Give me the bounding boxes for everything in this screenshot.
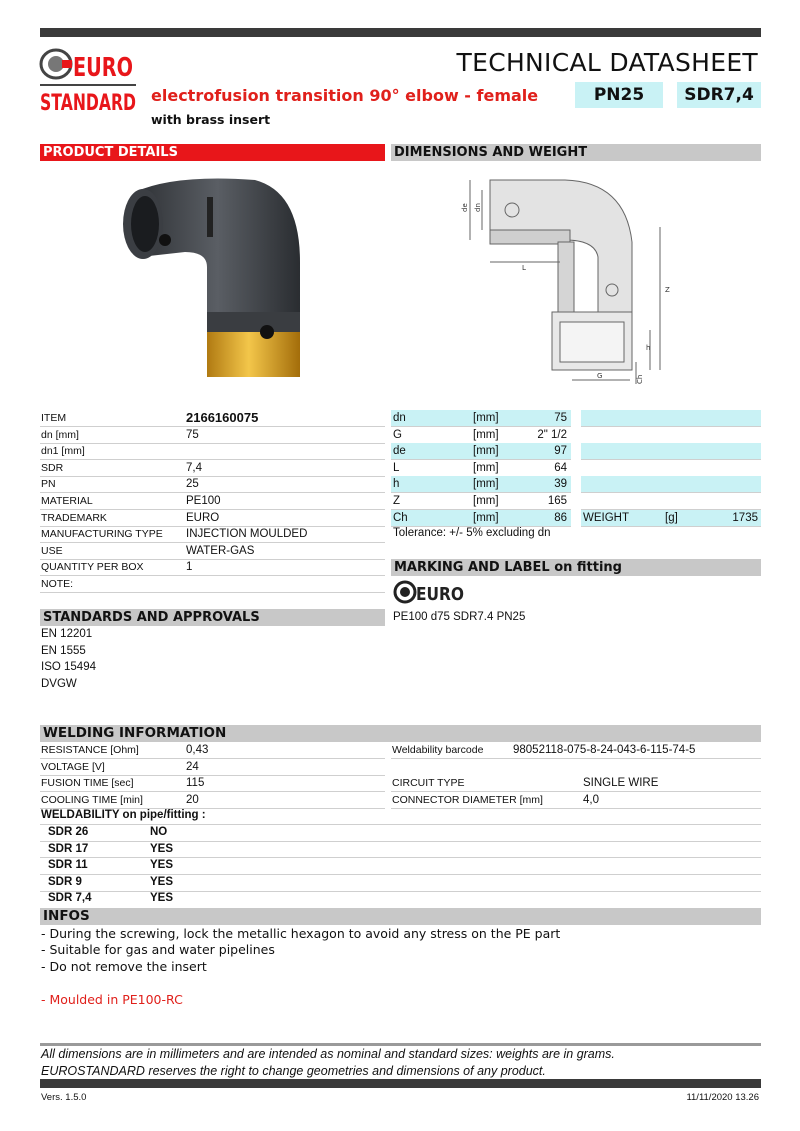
dim-label-de: de [461, 203, 469, 212]
infos-header: INFOS [40, 908, 761, 925]
standard-item: EN 1555 [41, 645, 86, 657]
welding-row: FUSION TIME [sec] 115 [40, 775, 385, 792]
version: Vers. 1.5.0 [41, 1092, 87, 1103]
weight-spacer-row [581, 443, 761, 460]
detail-key: dn [mm] [41, 429, 79, 441]
weldability-sdr: SDR 17 [48, 843, 89, 855]
weldability-value: NO [150, 826, 168, 838]
product-detail-row [40, 427, 385, 444]
dimension-key: Ch [393, 512, 408, 524]
dimension-value: 75 [554, 412, 567, 424]
weldability-value: YES [150, 843, 174, 855]
standards-header: STANDARDS AND APPROVALS [40, 609, 385, 626]
weight-row [581, 510, 761, 527]
detail-key: dn1 [mm] [41, 445, 85, 457]
weldability-title: WELDABILITY on pipe/fitting : [41, 809, 206, 821]
dimension-value: 97 [554, 445, 567, 457]
detail-value: WATER-GAS [186, 545, 255, 557]
detail-value: 2166160075 [186, 410, 259, 425]
weight-spacer-row [581, 476, 761, 493]
dimensions-header: DIMENSIONS AND WEIGHT [391, 144, 761, 161]
weight-spacer-row [581, 427, 761, 444]
sdr-badge: SDR7,4 [677, 82, 761, 108]
detail-key: ITEM [41, 412, 67, 424]
print-date: 11/11/2020 13.26 [686, 1092, 759, 1103]
dim-label-z: Z [665, 286, 670, 294]
dimension-row [391, 493, 571, 510]
info-line: - During the screwing, lock the metallic hexagon to avoid any stress on the PE part [41, 926, 561, 941]
standard-item: EN 12201 [41, 628, 93, 640]
welding-row: COOLING TIME [min] 20 [40, 792, 385, 809]
dimension-value: 39 [554, 478, 567, 490]
svg-text:EURO: EURO [73, 53, 133, 83]
euro-marking-logo [394, 580, 466, 604]
weldability-sdr: SDR 9 [48, 876, 82, 888]
dimension-unit: [mm] [473, 445, 499, 457]
product-detail-row [40, 410, 385, 427]
dimension-key: L [393, 462, 400, 474]
divider [40, 891, 761, 892]
dim-label-dn: dn [474, 203, 482, 212]
product-subtitle: with brass insert [151, 112, 271, 127]
welding-row: VOLTAGE [V] 24 [40, 759, 385, 776]
detail-key: QUANTITY PER BOX [41, 561, 144, 573]
dimension-row [391, 476, 571, 493]
detail-value: 75 [186, 429, 199, 441]
product-detail-row [40, 443, 385, 460]
detail-key: TRADEMARK [41, 512, 107, 524]
detail-value: EURO [186, 512, 220, 524]
footer-note-1: All dimensions are in millimeters and are intended as nominal and standard sizes: weights are in grams. [41, 1047, 615, 1061]
detail-key: MANUFACTURING TYPE [41, 528, 163, 540]
weight-value: 1735 [732, 512, 758, 524]
dimension-unit: [mm] [473, 412, 499, 424]
product-detail-row [40, 526, 385, 543]
product-detail-row [40, 460, 385, 477]
product-detail-row [40, 493, 385, 510]
eurostandard-logo [40, 46, 136, 116]
dimension-unit: [mm] [473, 429, 499, 441]
weight-spacer-row [581, 493, 761, 510]
page-title: TECHNICAL DATASHEET [456, 48, 758, 77]
bottom-bar [40, 1079, 761, 1088]
welding-spacer-row [391, 759, 761, 776]
dim-label-h: h [646, 344, 651, 352]
divider [40, 824, 761, 825]
weight-spacer-row [581, 410, 761, 427]
footer-note-2: EUROSTANDARD reserves the right to change geometries and dimensions of any product. [41, 1064, 546, 1078]
dimension-value: 64 [554, 462, 567, 474]
weldability-sdr: SDR 11 [48, 859, 88, 871]
dimension-value: 86 [554, 512, 567, 524]
welding-row: RESISTANCE [Ohm] 0,43 [40, 742, 385, 759]
detail-value: 7,4 [186, 462, 202, 474]
connector-row: CONNECTOR DIAMETER [mm] 4,0 [391, 792, 761, 809]
dimension-key: h [393, 478, 400, 490]
dimension-unit: [mm] [473, 512, 499, 524]
dimension-unit: [mm] [473, 495, 499, 507]
pn-badge: PN25 [575, 82, 663, 108]
weight-spacer-row [581, 460, 761, 477]
detail-key: PN [41, 478, 56, 490]
dimension-row [391, 443, 571, 460]
svg-text:EURO: EURO [416, 584, 464, 605]
detail-key: USE [41, 545, 63, 557]
weight-unit: [g] [665, 512, 678, 524]
detail-value: 1 [186, 561, 193, 573]
product-photo [115, 172, 315, 382]
dim-label-ch: Ch [636, 374, 644, 384]
footer-divider [40, 1043, 761, 1046]
dimension-unit: [mm] [473, 462, 499, 474]
detail-key: SDR [41, 462, 64, 474]
marking-label: PE100 d75 SDR7.4 PN25 [393, 611, 526, 623]
detail-key: NOTE: [41, 578, 74, 590]
weldability-value: YES [150, 892, 174, 904]
dimension-row [391, 427, 571, 444]
dim-label-l: L [522, 264, 526, 272]
marking-header: MARKING AND LABEL on fitting [391, 559, 761, 576]
product-detail-row [40, 576, 385, 593]
dimension-key: dn [393, 412, 406, 424]
weldability-value: YES [150, 876, 174, 888]
top-bar [40, 28, 761, 37]
product-details-header: PRODUCT DETAILS [40, 144, 385, 161]
tolerance-note: Tolerance: +/- 5% excluding dn [393, 527, 551, 539]
detail-key: MATERIAL [41, 495, 93, 507]
dimension-value: 2" 1/2 [537, 429, 567, 441]
dimension-row [391, 410, 571, 427]
technical-drawing [460, 172, 670, 390]
dimension-unit: [mm] [473, 478, 499, 490]
standard-item: DVGW [41, 678, 77, 690]
product-detail-row [40, 510, 385, 527]
info-line: - Suitable for gas and water pipelines [41, 942, 275, 957]
weldability-sdr: SDR 26 [48, 826, 89, 838]
product-detail-row [40, 476, 385, 493]
info-line-red: - Moulded in PE100-RC [41, 992, 183, 1007]
detail-value: 25 [186, 478, 199, 490]
barcode-row: Weldability barcode 98052118-075-8-24-043-6-115-74-5 [391, 742, 761, 759]
svg-text:STANDARD: STANDARD [40, 91, 136, 116]
divider [40, 857, 761, 858]
dimension-row [391, 460, 571, 477]
weldability-sdr: SDR 7,4 [48, 892, 92, 904]
dimension-key: Z [393, 495, 401, 507]
product-detail-row [40, 543, 385, 560]
dimension-value: 165 [547, 495, 567, 507]
weight-key: WEIGHT [583, 512, 629, 524]
divider [40, 841, 761, 842]
product-name: electrofusion transition 90° elbow - female [151, 86, 539, 105]
standard-item: ISO 15494 [41, 661, 96, 673]
detail-value: PE100 [186, 495, 221, 507]
info-line: - Do not remove the insert [41, 959, 207, 974]
circuit-row: CIRCUIT TYPE SINGLE WIRE [391, 775, 761, 792]
detail-value: INJECTION MOULDED [186, 528, 308, 540]
dimension-row [391, 510, 571, 527]
dim-label-g: G [597, 372, 603, 380]
divider [40, 874, 761, 875]
welding-header: WELDING INFORMATION [40, 725, 761, 742]
dimension-key: de [393, 445, 406, 457]
dimension-key: G [393, 429, 402, 441]
product-detail-row [40, 559, 385, 576]
weldability-value: YES [150, 859, 174, 871]
